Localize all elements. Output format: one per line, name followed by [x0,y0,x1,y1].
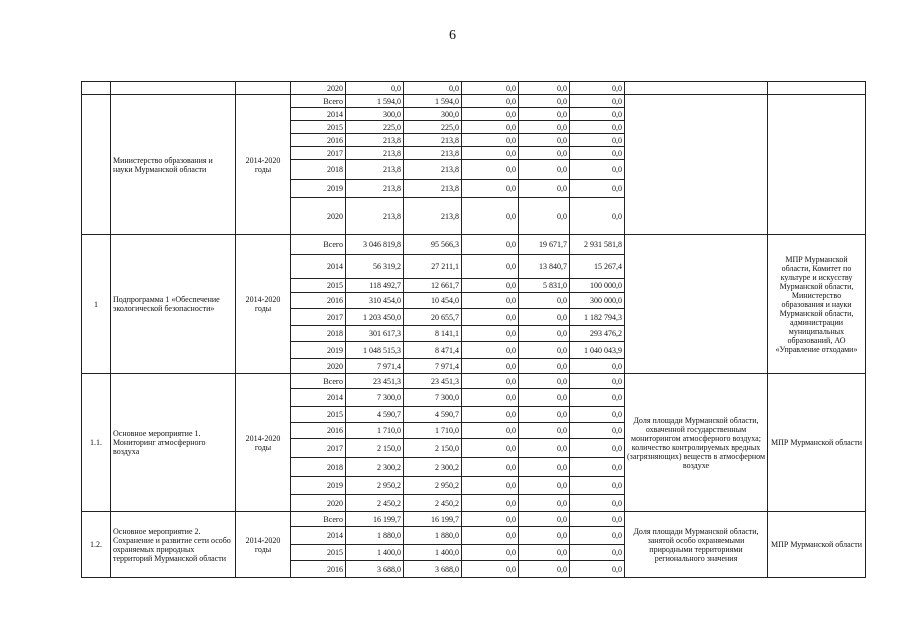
total-cell: 2 300,2 [346,458,404,477]
amount-cell: 95 566,3 [404,235,462,255]
year-cell: 2017 [291,439,346,458]
amount-cell: 213,8 [404,134,462,147]
amount-cell: 0,0 [519,495,570,512]
amount-cell: 293 476,2 [570,326,625,342]
amount-cell: 7 971,4 [404,359,462,374]
amount-cell: 13 840,7 [519,255,570,279]
table-row [82,512,866,527]
amount-cell: 0,0 [570,423,625,439]
amount-cell: 0,0 [462,423,519,439]
amount-cell: 0,0 [570,180,625,198]
section-name-cell: Подпрограмма 1 «Обеспечение экологической безопасности» [111,235,236,374]
total-cell: 213,8 [346,198,404,235]
total-cell: 1 400,0 [346,545,404,561]
year-cell: 2014 [291,255,346,279]
amount-cell: 8 141,1 [404,326,462,342]
amount-cell: 1 880,0 [404,527,462,545]
amount-cell: 0,0 [570,82,625,95]
amount-cell: 0,0 [462,495,519,512]
section-name-cell: Основное мероприятие 1. Мониторинг атмосферного воздуха [111,374,236,512]
section-period-cell: 2014-2020 годы [236,374,291,512]
year-cell: Всего [291,95,346,108]
total-cell: 1 710,0 [346,423,404,439]
amount-cell: 0,0 [462,235,519,255]
amount-cell: 0,0 [570,108,625,121]
section-id-cell: 1.1. [82,374,111,512]
amount-cell: 0,0 [570,458,625,477]
amount-cell: 0,0 [462,458,519,477]
section-id-cell [82,82,111,95]
section-period-cell: 2014-2020 годы [236,95,291,235]
amount-cell: 213,8 [404,180,462,198]
amount-cell: 0,0 [519,389,570,407]
total-cell: 1 880,0 [346,527,404,545]
amount-cell: 213,8 [404,160,462,180]
amount-cell: 0,0 [570,95,625,108]
year-cell: 2019 [291,342,346,359]
amount-cell: 0,0 [570,198,625,235]
year-cell: Всего [291,374,346,389]
amount-cell: 0,0 [462,180,519,198]
year-cell: 2020 [291,82,346,95]
amount-cell: 0,0 [519,512,570,527]
amount-cell: 0,0 [570,495,625,512]
amount-cell: 0,0 [462,374,519,389]
amount-cell: 0,0 [570,359,625,374]
amount-cell: 0,0 [570,439,625,458]
section-name-cell: Министерство образования и науки Мурманской области [111,95,236,235]
section-id-cell: 1.2. [82,512,111,578]
section-period-cell: 2014-2020 годы [236,235,291,374]
amount-cell: 23 451,3 [404,374,462,389]
amount-cell: 300 000,0 [570,293,625,309]
section-name-cell [111,82,236,95]
executor-cell: МПР Мурманской области [768,374,866,512]
year-cell: 2015 [291,545,346,561]
year-cell: Всего [291,512,346,527]
amount-cell: 19 671,7 [519,235,570,255]
year-cell: 2017 [291,147,346,160]
amount-cell: 0,0 [570,561,625,578]
amount-cell: 3 688,0 [404,561,462,578]
amount-cell: 0,0 [462,512,519,527]
program-table [81,81,866,578]
amount-cell: 0,0 [519,439,570,458]
amount-cell: 0,0 [462,359,519,374]
amount-cell: 0,0 [570,374,625,389]
amount-cell: 15 267,4 [570,255,625,279]
amount-cell: 2 150,0 [404,439,462,458]
amount-cell: 0,0 [519,147,570,160]
year-cell: 2018 [291,160,346,180]
year-cell: 2014 [291,527,346,545]
amount-cell: 7 300,0 [404,389,462,407]
amount-cell: 0,0 [570,527,625,545]
year-cell: 2016 [291,134,346,147]
amount-cell: 0,0 [519,108,570,121]
year-cell: 2014 [291,389,346,407]
amount-cell: 0,0 [462,389,519,407]
executor-cell [768,95,866,235]
amount-cell: 0,0 [519,407,570,423]
amount-cell: 0,0 [462,255,519,279]
amount-cell: 8 471,4 [404,342,462,359]
amount-cell: 0,0 [519,180,570,198]
amount-cell: 0,0 [462,147,519,160]
amount-cell: 213,8 [404,198,462,235]
amount-cell: 0,0 [462,545,519,561]
table-body [82,82,866,578]
year-cell: 2018 [291,326,346,342]
amount-cell: 0,0 [519,82,570,95]
amount-cell: 2 950,2 [404,477,462,495]
amount-cell: 0,0 [462,82,519,95]
amount-cell: 12 661,7 [404,279,462,293]
section-period-cell: 2014-2020 годы [236,512,291,578]
amount-cell: 2 300,2 [404,458,462,477]
amount-cell: 2 931 581,8 [570,235,625,255]
total-cell: 213,8 [346,147,404,160]
section-name-cell: Основное мероприятие 2. Сохранение и развитие сети особо охраняемых природных территорий Мурманской области [111,512,236,578]
indicator-cell: Доля площади Мурманской области, охваченной государственным мониторингом атмосферного воздуха; количество контролируемых вредных (загрязняющих) веществ в атмосферном воздухе [625,374,768,512]
executor-cell: МПР Мурманской области, Комитет по культуре и искусству Мурманской области, Министерство образования и науки Мурманской области, администрации муниципальных образований, АО «Управление отходами» [768,235,866,374]
year-cell: Всего [291,235,346,255]
table-row [82,95,866,108]
indicator-cell [625,95,768,235]
amount-cell: 0,0 [519,545,570,561]
indicator-cell: Доля площади Мурманской области, занятой особо охраняемыми природными территориями регионального значения [625,512,768,578]
amount-cell: 0,0 [462,108,519,121]
total-cell: 2 950,2 [346,477,404,495]
amount-cell: 0,0 [570,512,625,527]
total-cell: 310 454,0 [346,293,404,309]
total-cell: 1 203 450,0 [346,309,404,326]
amount-cell: 0,0 [462,134,519,147]
amount-cell: 0,0 [519,527,570,545]
amount-cell: 0,0 [519,95,570,108]
table-row [82,374,866,389]
total-cell: 2 150,0 [346,439,404,458]
amount-cell: 0,0 [462,561,519,578]
amount-cell: 0,0 [462,439,519,458]
amount-cell: 0,0 [404,82,462,95]
amount-cell: 0,0 [462,121,519,134]
amount-cell: 0,0 [519,293,570,309]
total-cell: 7 300,0 [346,389,404,407]
year-cell: 2017 [291,309,346,326]
amount-cell: 0,0 [519,198,570,235]
year-cell: 2020 [291,359,346,374]
amount-cell: 1 400,0 [404,545,462,561]
amount-cell: 0,0 [519,374,570,389]
amount-cell: 0,0 [570,407,625,423]
amount-cell: 0,0 [519,342,570,359]
year-cell: 2020 [291,495,346,512]
section-period-cell [236,82,291,95]
amount-cell: 5 831,0 [519,279,570,293]
section-id-cell: 1 [82,235,111,374]
amount-cell: 100 000,0 [570,279,625,293]
amount-cell: 10 454,0 [404,293,462,309]
year-cell: 2016 [291,293,346,309]
amount-cell: 20 655,7 [404,309,462,326]
total-cell: 23 451,3 [346,374,404,389]
amount-cell: 2 450,2 [404,495,462,512]
amount-cell: 213,8 [404,147,462,160]
total-cell: 300,0 [346,108,404,121]
amount-cell: 0,0 [519,326,570,342]
table-row [82,235,866,255]
total-cell: 4 590,7 [346,407,404,423]
year-cell: 2016 [291,561,346,578]
amount-cell: 0,0 [462,279,519,293]
section-id-cell [82,95,111,235]
amount-cell: 4 590,7 [404,407,462,423]
total-cell: 1 048 515,3 [346,342,404,359]
total-cell: 3 046 819,8 [346,235,404,255]
total-cell: 301 617,3 [346,326,404,342]
amount-cell: 0,0 [570,134,625,147]
amount-cell: 0,0 [462,342,519,359]
page-number: 6 [449,28,456,43]
amount-cell: 0,0 [462,407,519,423]
amount-cell: 1 040 043,9 [570,342,625,359]
total-cell: 0,0 [346,82,404,95]
indicator-cell [625,235,768,374]
amount-cell: 0,0 [570,160,625,180]
year-cell: 2015 [291,279,346,293]
indicator-cell [625,82,768,95]
total-cell: 213,8 [346,160,404,180]
amount-cell: 0,0 [519,477,570,495]
total-cell: 213,8 [346,134,404,147]
amount-cell: 1 182 794,3 [570,309,625,326]
amount-cell: 0,0 [519,561,570,578]
amount-cell: 1 594,0 [404,95,462,108]
amount-cell: 0,0 [519,134,570,147]
amount-cell: 0,0 [462,309,519,326]
amount-cell: 1 710,0 [404,423,462,439]
amount-cell: 300,0 [404,108,462,121]
amount-cell: 225,0 [404,121,462,134]
amount-cell: 0,0 [462,293,519,309]
year-cell: 2020 [291,198,346,235]
executor-cell: МПР Мурманской области [768,512,866,578]
amount-cell: 0,0 [462,326,519,342]
total-cell: 225,0 [346,121,404,134]
amount-cell: 0,0 [462,198,519,235]
year-cell: 2016 [291,423,346,439]
amount-cell: 0,0 [519,121,570,134]
amount-cell: 16 199,7 [404,512,462,527]
table-row [82,82,866,95]
executor-cell [768,82,866,95]
year-cell: 2018 [291,458,346,477]
amount-cell: 0,0 [519,359,570,374]
total-cell: 2 450,2 [346,495,404,512]
total-cell: 16 199,7 [346,512,404,527]
year-cell: 2015 [291,121,346,134]
amount-cell: 0,0 [462,160,519,180]
total-cell: 3 688,0 [346,561,404,578]
total-cell: 213,8 [346,180,404,198]
amount-cell: 0,0 [519,309,570,326]
amount-cell: 0,0 [519,160,570,180]
year-cell: 2019 [291,180,346,198]
amount-cell: 0,0 [570,477,625,495]
amount-cell: 0,0 [570,121,625,134]
amount-cell: 0,0 [462,477,519,495]
total-cell: 7 971,4 [346,359,404,374]
amount-cell: 27 211,1 [404,255,462,279]
amount-cell: 0,0 [570,147,625,160]
amount-cell: 0,0 [570,545,625,561]
year-cell: 2015 [291,407,346,423]
amount-cell: 0,0 [462,527,519,545]
amount-cell: 0,0 [570,389,625,407]
amount-cell: 0,0 [519,423,570,439]
amount-cell: 0,0 [519,458,570,477]
amount-cell: 0,0 [462,95,519,108]
year-cell: 2019 [291,477,346,495]
total-cell: 118 492,7 [346,279,404,293]
year-cell: 2014 [291,108,346,121]
total-cell: 56 319,2 [346,255,404,279]
total-cell: 1 594,0 [346,95,404,108]
